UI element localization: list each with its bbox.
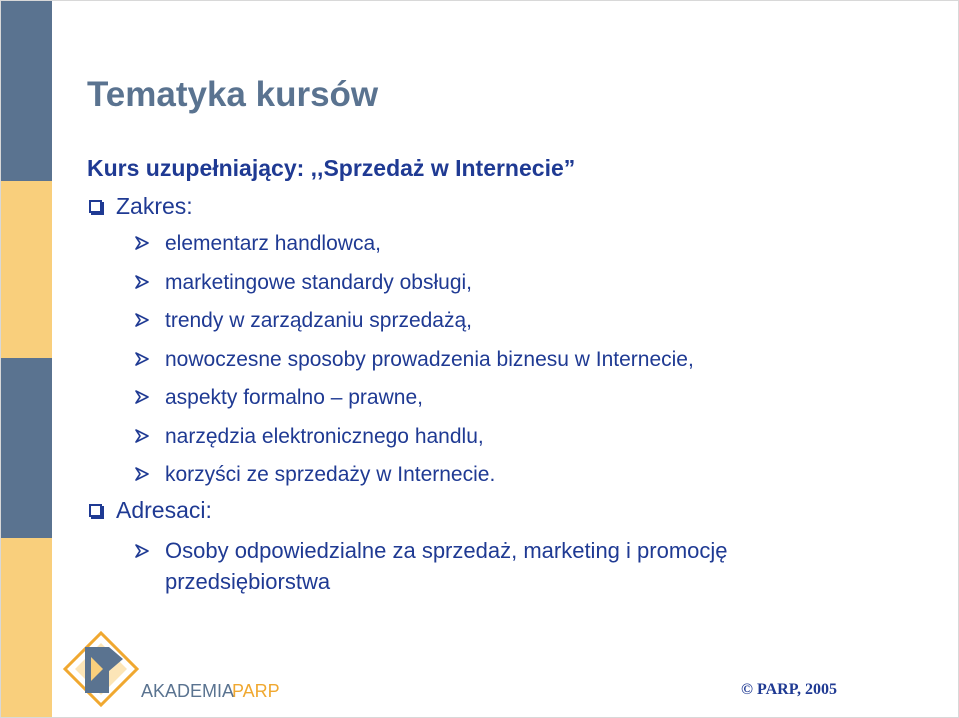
course-name: ,,Sprzedaż w Internecie” bbox=[310, 155, 576, 181]
arrow-right-icon bbox=[135, 352, 149, 366]
copyright: © PARP, 2005 bbox=[741, 681, 837, 698]
list-item bbox=[135, 309, 694, 348]
logo-word-parp: PARP bbox=[232, 681, 280, 701]
side-band-slate-lower bbox=[1, 358, 52, 538]
list-item-text: narzędzia elektronicznego handlu, bbox=[165, 424, 484, 448]
audience-heading-label: Adresaci: bbox=[116, 497, 212, 523]
slide-title: Tematyka kursów bbox=[87, 75, 379, 114]
logo-word-akademia: AKADEMIA bbox=[141, 681, 235, 701]
course-subtitle bbox=[87, 155, 575, 182]
list-item-text: nowoczesne sposoby prowadzenia biznesu w Internecie, bbox=[165, 347, 694, 371]
course-prefix: Kurs uzupełniający: bbox=[87, 155, 305, 181]
arrow-right-icon bbox=[135, 275, 149, 289]
checkbox-square-icon bbox=[89, 504, 102, 517]
arrow-right-icon bbox=[135, 390, 149, 404]
list-item bbox=[135, 232, 694, 271]
list-item bbox=[135, 463, 694, 502]
arrow-right-icon bbox=[135, 429, 149, 443]
list-item bbox=[135, 348, 694, 387]
list-item bbox=[135, 386, 694, 425]
list-item bbox=[135, 425, 694, 464]
checkbox-square-icon bbox=[89, 200, 102, 213]
list-item bbox=[135, 271, 694, 310]
audience-list bbox=[135, 535, 865, 597]
arrow-right-icon bbox=[135, 544, 149, 558]
side-band-yellow-upper bbox=[1, 181, 52, 358]
list-item-text: korzyści ze sprzedaży w Internecie. bbox=[165, 463, 496, 486]
side-band-yellow-bottom bbox=[1, 538, 52, 718]
audience-heading bbox=[89, 497, 212, 524]
list-item-text: Osoby odpowiedzialne za sprzedaż, marketing i promocję przedsiębiorstwa bbox=[165, 538, 728, 594]
scope-heading-label: Zakres: bbox=[116, 193, 193, 219]
arrow-right-icon bbox=[135, 313, 149, 327]
list-item-text: elementarz handlowca, bbox=[165, 232, 381, 255]
list-item-text: marketingowe standardy obsługi, bbox=[165, 270, 473, 294]
arrow-right-icon bbox=[135, 467, 149, 481]
scope-list bbox=[135, 232, 694, 502]
list-item-text: aspekty formalno – prawne, bbox=[165, 386, 423, 409]
akademia-parp-logo bbox=[61, 629, 301, 709]
list-item bbox=[135, 535, 865, 597]
side-band-slate-top bbox=[1, 1, 52, 181]
scope-heading bbox=[89, 193, 193, 220]
list-item-text: trendy w zarządzaniu sprzedażą, bbox=[165, 309, 472, 332]
arrow-right-icon bbox=[135, 236, 149, 250]
